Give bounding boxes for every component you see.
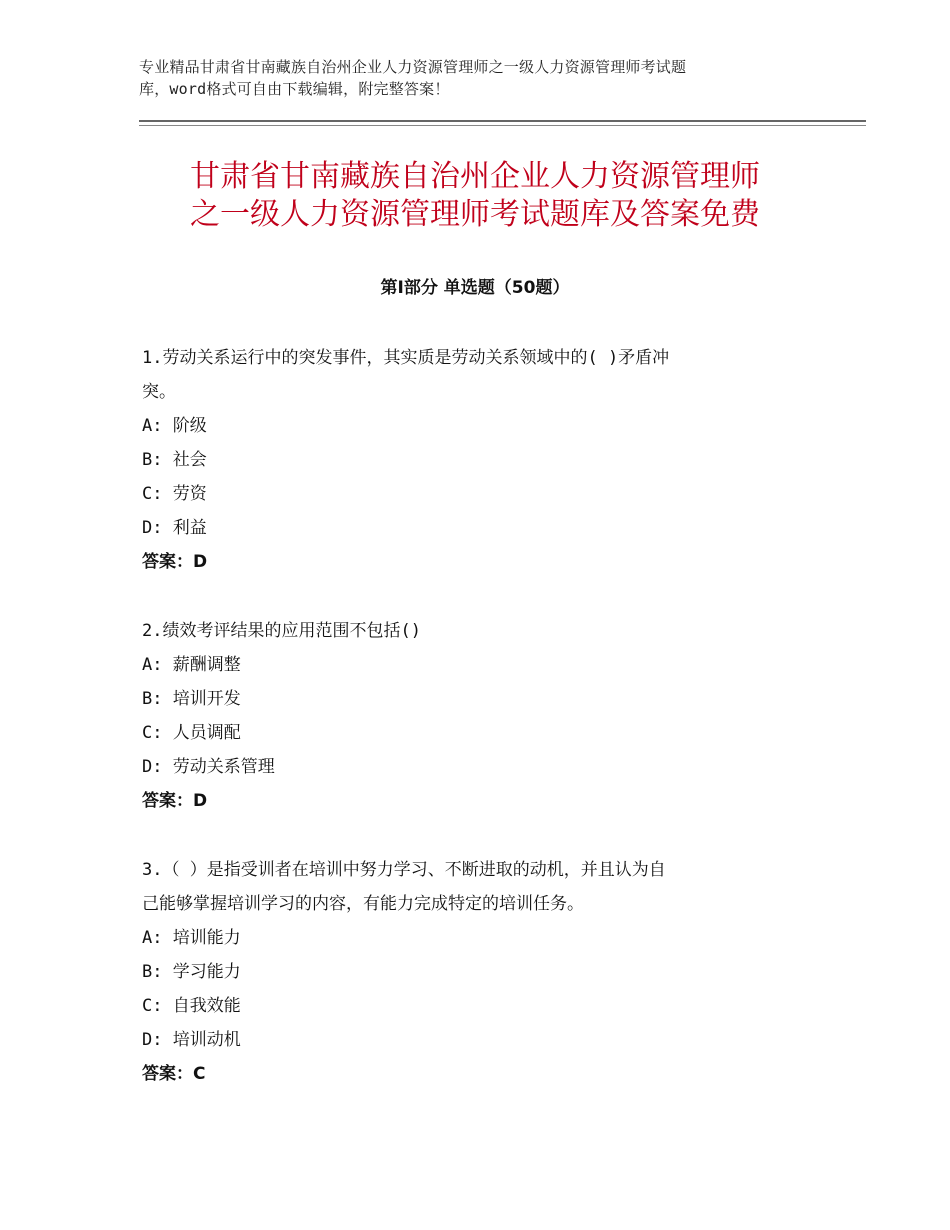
question-1-stem — [142, 341, 822, 409]
question-1-answer: 答案：D — [142, 552, 208, 572]
question-2-option-a: A: 薪酬调整 — [142, 655, 241, 675]
question-1-option-a: A: 阶级 — [142, 416, 207, 436]
question-3-option-d: D: 培训动机 — [142, 1030, 241, 1050]
question-1-option-c: C: 劳资 — [142, 484, 207, 504]
question-2-stem — [142, 614, 822, 648]
header-divider-thick — [139, 120, 866, 122]
question-3-option-c: C: 自我效能 — [142, 996, 241, 1016]
question-3-option-a: A: 培训能力 — [142, 928, 241, 948]
question-1-option-d: D: 利益 — [142, 518, 207, 538]
question-2-stem-line-1: 2.绩效考评结果的应用范围不包括() — [142, 621, 421, 641]
question-2 — [142, 614, 822, 818]
question-3-stem-line-2: 己能够掌握培训学习的内容，有能力完成特定的培训任务。 — [142, 894, 584, 914]
question-1-stem-line-1: 1.劳动关系运行中的突发事件，其实质是劳动关系领域中的( )矛盾冲 — [142, 348, 670, 368]
question-3-answer: 答案：C — [142, 1064, 206, 1084]
section-heading: 第Ⅰ部分 单选题（50题） — [380, 278, 570, 298]
question-3-stem-line-1: 3.（ ）是指受训者在培训中努力学习、不断进取的动机，并且认为自 — [142, 860, 666, 880]
header-note-line-2: 库，word格式可自由下载编辑，附完整答案！ — [139, 80, 450, 98]
question-3-option-b: B: 学习能力 — [142, 962, 241, 982]
question-1 — [142, 341, 822, 579]
question-2-option-c: C: 人员调配 — [142, 723, 241, 743]
document-title-line-2: 之一级人力资源管理师考试题库及答案免费 — [190, 197, 760, 232]
header-divider-thin — [139, 125, 866, 126]
question-3-stem — [142, 853, 822, 921]
header-note-line-1: 专业精品甘肃省甘南藏族自治州企业人力资源管理师之一级人力资源管理师考试题 — [139, 58, 687, 76]
question-2-answer: 答案：D — [142, 791, 208, 811]
question-2-option-d: D: 劳动关系管理 — [142, 757, 275, 777]
question-1-stem-line-2: 突。 — [142, 382, 176, 402]
document-title — [100, 158, 850, 234]
question-3 — [142, 853, 822, 1091]
question-2-option-b: B: 培训开发 — [142, 689, 241, 709]
document-title-line-1: 甘肃省甘南藏族自治州企业人力资源管理师 — [190, 159, 760, 194]
header-note — [139, 56, 829, 100]
question-1-option-b: B: 社会 — [142, 450, 207, 470]
